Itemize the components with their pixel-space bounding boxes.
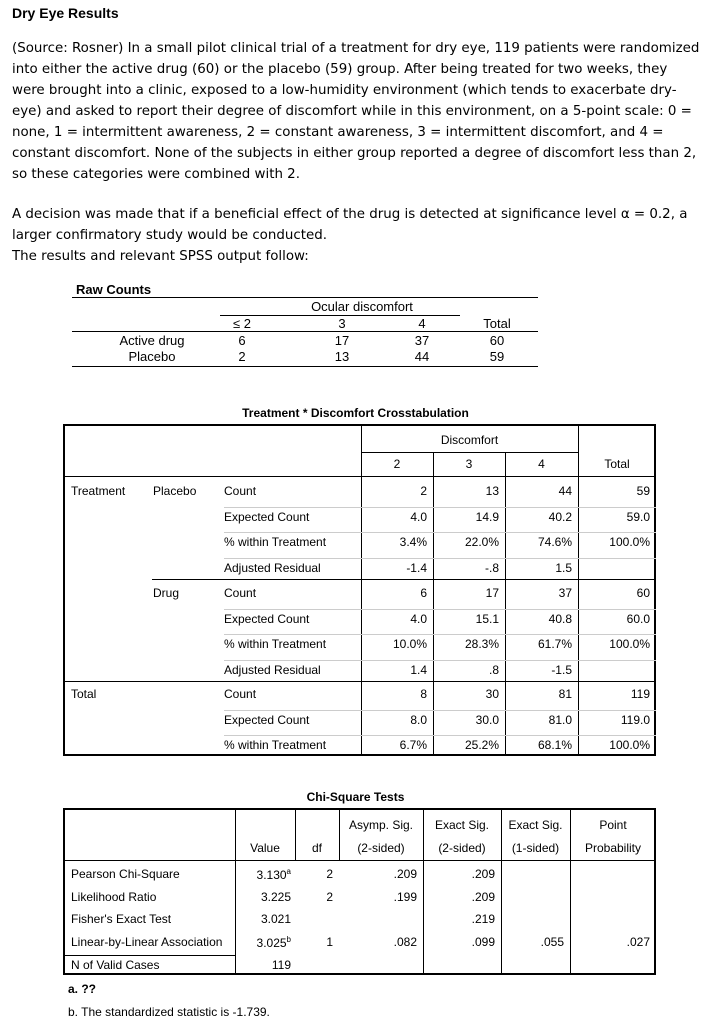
stat-label: Pearson Chi-Square (71, 867, 180, 881)
table-cell: 17 (334, 333, 350, 348)
value-text: 3.025 (256, 936, 287, 950)
value-cell (235, 958, 291, 972)
col-header: Total (604, 457, 630, 471)
point-header: Probability (584, 841, 642, 855)
df-cell: 1 (326, 935, 333, 949)
table-cell: 44 (414, 349, 430, 364)
table-cell: 60.0 (626, 611, 650, 626)
chisq-table (63, 808, 656, 975)
table-cell: .209 (471, 867, 495, 881)
table-cell: .209 (393, 867, 417, 881)
row-divider (224, 735, 656, 736)
table-cell: 40.2 (548, 509, 572, 524)
bottom-rule (72, 366, 538, 367)
col-divider (501, 810, 502, 975)
df-cell: 2 (326, 890, 333, 904)
table-cell: .199 (393, 890, 417, 904)
raw-counts-title: Raw Counts (76, 282, 152, 297)
table-cell: 8 (420, 687, 427, 701)
row-divider (224, 710, 656, 711)
chisq-title: Chi-Square Tests (306, 790, 405, 804)
table-cell: 100.0% (609, 738, 650, 752)
stat-label: Count (224, 484, 257, 498)
row-divider (224, 507, 656, 508)
table-cell: 10.0% (392, 637, 427, 651)
table-cell: .219 (471, 912, 495, 926)
stat-label: Likelihood Ratio (71, 890, 157, 904)
table-cell: -1.5 (551, 662, 572, 677)
value-cell (235, 867, 291, 882)
table-cell: .099 (471, 935, 495, 949)
stat-label: Adjusted Residual (224, 662, 321, 677)
stat-label: Expected Count (224, 509, 310, 524)
table-cell: 30.0 (475, 712, 499, 727)
page-title: Dry Eye Results (12, 5, 119, 21)
row-divider (224, 558, 656, 559)
table-cell: 17 (485, 586, 499, 600)
stat-label: % within Treatment (224, 637, 327, 651)
col-header: 2 (393, 457, 401, 471)
table-cell: 1.4 (410, 662, 427, 677)
drug-label: Drug (153, 586, 180, 600)
table-cell: 44 (558, 484, 572, 498)
table-cell: 81 (558, 687, 572, 701)
table-cell: 13 (485, 484, 499, 498)
value-header: Value (250, 841, 280, 855)
value-text: 3.130 (256, 868, 287, 882)
table-cell: 61.7% (537, 637, 572, 651)
table-cell: .8 (488, 662, 499, 677)
row-divider (65, 860, 656, 861)
discomfort-header: Discomfort (440, 433, 499, 447)
exact1-header: (1-sided) (511, 841, 560, 855)
table-cell: .209 (471, 890, 495, 904)
row-label: Placebo (128, 349, 176, 364)
value-cell (235, 890, 291, 904)
table-cell: 59 (489, 349, 505, 364)
stat-label: % within Treatment (224, 535, 327, 549)
row-divider (65, 476, 656, 477)
table-cell: 6.7% (399, 738, 427, 752)
table-cell: 13 (334, 349, 350, 364)
table-cell: 40.8 (548, 611, 572, 626)
table-cell: -1.4 (406, 560, 427, 575)
table-cell: 28.3% (464, 637, 499, 651)
value-text: 119 (271, 958, 291, 972)
value-cell (235, 935, 291, 950)
footnote-b: b. The standardized statistic is -1.739. (68, 1005, 270, 1019)
col-header: Total (483, 316, 511, 331)
row-divider (65, 955, 235, 956)
stat-label: N of Valid Cases (71, 958, 160, 972)
stat-label: Linear-by-Linear Association (71, 935, 223, 949)
table-cell: -.8 (484, 560, 499, 575)
row-divider (152, 579, 656, 580)
value-text: 3.225 (260, 890, 291, 904)
col-header: 3 (338, 316, 346, 331)
intro-paragraph: (Source: Rosner) In a small pilot clinical trial of a treatment for dry eye, 119 patients were randomized into either the active drug (60) or the placebo (59) group. After being treated for two weeks, they were brought into a clinic, exposed to a low-humidity environment (which tends to exacerbate dry-eye) and asked to report their degree of discomfort while in this environment, on a 5-point scale: 0 = none, 1 = intermittent awareness, 2 = constant awareness, 3 = intermittent discomfort, and 4 = constant discomfort. None of the subjects in either group reported a degree of discomfort less than 2, so these categories were combined with 2. (12, 41, 700, 182)
table-cell: 100.0% (609, 637, 650, 651)
row-divider (361, 452, 578, 453)
total-label: Total (71, 687, 97, 701)
row-divider (224, 532, 656, 533)
table-cell: .082 (393, 935, 417, 949)
table-cell: 15.1 (475, 611, 499, 626)
table-cell: 30 (485, 687, 499, 701)
table-cell: 37 (414, 333, 430, 348)
table-cell: 59.0 (626, 509, 650, 524)
row-divider (224, 634, 656, 635)
table-cell: 59 (636, 484, 650, 498)
decision-paragraph: A decision was made that if a beneficial effect of the drug is detected at significance level α = 0.2, a larger confirmatory study would be conducted. (12, 207, 688, 243)
table-cell: 14.9 (475, 509, 499, 524)
table-cell: 4.0 (410, 509, 427, 524)
row-divider (224, 660, 656, 661)
table-cell: 68.1% (537, 738, 572, 752)
table-cell: 4.0 (410, 611, 427, 626)
table-cell: 25.2% (464, 738, 499, 752)
stat-label: Adjusted Residual (224, 560, 321, 575)
table-cell: 81.0 (548, 712, 572, 727)
ocular-discomfort-header: Ocular discomfort (311, 299, 413, 314)
exact1-header: Exact Sig. (508, 818, 563, 832)
table-cell: 37 (558, 586, 572, 600)
table-cell: 60 (489, 333, 505, 348)
treatment-label: Treatment (71, 484, 126, 498)
placebo-label: Placebo (153, 484, 197, 498)
crosstab-table (63, 424, 656, 756)
asymp-header: Asymp. Sig. (348, 818, 414, 832)
table-cell: .055 (540, 935, 564, 949)
table-cell: 60 (636, 586, 650, 600)
value-cell (235, 912, 291, 926)
table-cell: 2 (238, 349, 246, 364)
table-cell: 74.6% (537, 535, 572, 549)
stat-label: % within Treatment (224, 738, 327, 752)
crosstab-title: Treatment * Discomfort Crosstabulation (242, 406, 469, 420)
footnote-marker: a (286, 867, 291, 876)
value-text: 3.021 (260, 912, 291, 926)
point-header: Point (599, 818, 627, 832)
table-cell: 2 (420, 484, 427, 498)
table-cell: 22.0% (464, 535, 499, 549)
stat-label: Expected Count (224, 611, 310, 626)
footnote-marker: b (286, 935, 291, 944)
exact2-header: Exact Sig. (434, 818, 490, 832)
header-rule (72, 331, 538, 332)
exact2-header: (2-sided) (438, 841, 486, 855)
table-cell: 3.4% (399, 535, 427, 549)
df-header: df (311, 841, 322, 855)
col-divider (570, 810, 571, 975)
stat-label: Count (224, 586, 257, 600)
table-cell: 1.5 (555, 560, 572, 575)
col-header: 4 (538, 457, 545, 471)
table-cell: .027 (626, 935, 650, 949)
col-header: ≤ 2 (233, 316, 251, 331)
table-rule (72, 297, 538, 298)
df-cell: 2 (326, 867, 333, 881)
row-divider (224, 609, 656, 610)
stat-label: Expected Count (224, 712, 310, 727)
results-paragraph: The results and relevant SPSS output follow: (12, 249, 309, 264)
stat-label: Fisher's Exact Test (71, 912, 172, 926)
row-divider (65, 681, 656, 682)
table-cell: 6 (420, 586, 427, 600)
asymp-header: (2-sided) (357, 841, 405, 855)
table-cell: 119 (630, 687, 650, 701)
stat-label: Count (224, 687, 257, 701)
footnote-a: a. ?? (68, 982, 97, 996)
table-cell: 6 (238, 333, 246, 348)
table-cell: 100.0% (609, 535, 650, 549)
row-label: Active drug (119, 333, 185, 348)
table-cell: 8.0 (410, 712, 427, 727)
col-header: 3 (465, 457, 473, 471)
table-cell: 119.0 (620, 712, 650, 727)
col-header: 4 (418, 316, 426, 331)
